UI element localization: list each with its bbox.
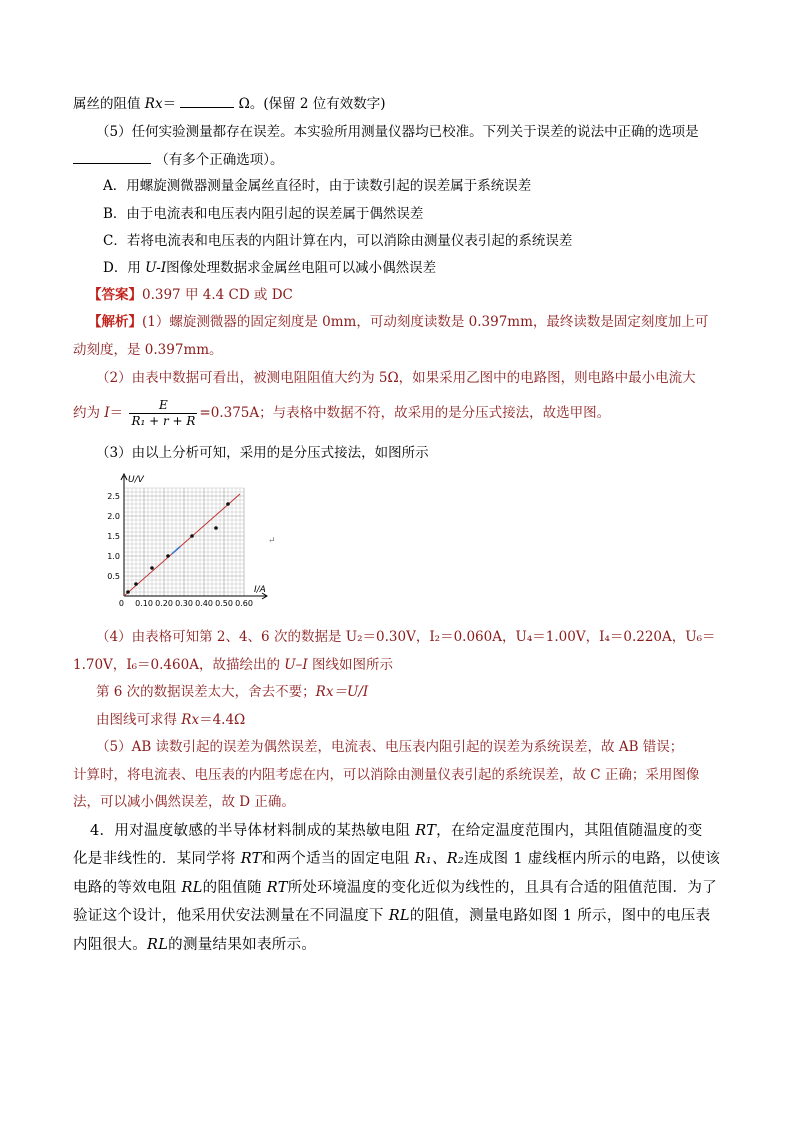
- data-point: [150, 566, 154, 570]
- q4-l5a: 内阻很大。: [73, 937, 147, 953]
- q5-stem-tail: （有多个正确选项）。: [155, 152, 284, 168]
- q4-l3c: 的阻值随: [202, 880, 267, 896]
- q4-rt-2: RT: [240, 851, 262, 867]
- answer-blank-rx[interactable]: [180, 107, 234, 108]
- option-d-var: U-I: [145, 260, 167, 276]
- q4-l2c: 和两个适当的固定电阻: [261, 851, 415, 867]
- q5-option-d: [103, 258, 436, 278]
- y-tick-label: 0.5: [107, 572, 120, 581]
- answer-tag: 【答案】: [88, 287, 142, 303]
- data-point: [190, 534, 194, 538]
- p4-u2: U₂＝0.30V，: [345, 629, 430, 645]
- q5-stem-tail-line: [73, 150, 284, 170]
- p4-intro: （4）由表格可知第 2、4、6 次的数据是: [96, 629, 346, 645]
- y-tick-label: 1.5: [107, 532, 120, 541]
- analysis-p4-line2: [73, 655, 393, 675]
- p4-i4: I₄＝0.220A，: [599, 629, 686, 645]
- fraction-denominator: R₁ + r + R: [131, 414, 196, 428]
- q4-line2: [73, 849, 720, 869]
- q4-rl-2: RL: [388, 908, 410, 924]
- x-tick-label: 0.40: [195, 599, 213, 608]
- data-point: [166, 554, 170, 558]
- return-mark: ↵: [268, 536, 276, 546]
- data-point: [134, 582, 138, 586]
- p4-result-value: ＝4.4Ω: [199, 712, 246, 728]
- data-point: [126, 590, 130, 594]
- q3-tail-prefix: 属丝的阻值: [73, 96, 141, 112]
- answer-blank-q5[interactable]: [73, 163, 151, 164]
- option-d-prefix: D．用: [103, 260, 146, 276]
- y-axis-label: U/V: [128, 475, 144, 485]
- y-tick-label: 1.0: [107, 552, 120, 561]
- data-point: [226, 502, 230, 506]
- q4-l1c: ，在给定温度范围内，其阻值随温度的变: [436, 823, 703, 839]
- analysis-tag: 【解析】: [88, 314, 142, 330]
- option-d-suffix: 图像处理数据求金属丝电阻可以减小偶然误差: [166, 260, 437, 276]
- analysis-p2-line1: （2）由表中数据可看出，被测电阻阻值大约为 5Ω，如果采用乙图中的电路图，则电路中最小电流大: [96, 370, 696, 386]
- q4-l1a: 4．用对温度敏感的半导体材料制成的某热敏电阻: [90, 823, 416, 839]
- p4-i6: I₆＝0.460A，: [126, 657, 213, 673]
- x-tick-label: 0.20: [155, 599, 173, 608]
- p4-u6-value: 1.70V，: [73, 657, 127, 673]
- x-tick-label: 0.30: [175, 599, 193, 608]
- ui-chart: [100, 468, 270, 614]
- q5-stem: （5）任何实验测量都存在误差。本实验所用测量仪器均已校准。下列关于误差的说法中正确的选项是: [96, 124, 699, 140]
- q4-line1: [90, 821, 703, 841]
- analysis-p4-line3: [96, 682, 368, 702]
- q4-r1r2: R₁、R₂: [414, 851, 465, 867]
- current-fraction: [129, 398, 197, 429]
- p4-text-c: 图线如图所示: [307, 657, 394, 673]
- x-tick-label: 0.60: [235, 599, 253, 608]
- q4-l2e: 连成图 1 虚线框内所示的电路，以使该: [464, 851, 721, 867]
- p4-text-b: 故描绘出的: [212, 657, 285, 673]
- q4-l4c: 的阻值，测量电路如图 1 所示，图中的电压表: [409, 908, 711, 924]
- answer-line: [88, 285, 293, 305]
- analysis-p4-line1: [96, 627, 716, 647]
- q5-option-b: B．由于电流表和电压表内阻引起的误差属于偶然误差: [103, 206, 424, 222]
- q4-line5: [73, 935, 316, 955]
- q4-rt-1: RT: [415, 823, 437, 839]
- q4-l3e: 所处环境温度的变化近似为线性的，且具有合适的阻值范围．为了: [287, 880, 717, 896]
- analysis-p5-line1: （5）AB 读数引起的误差为偶然误差，电流表、电压表内阻引起的误差为系统误差，故 AB 错误；: [96, 739, 684, 755]
- analysis-p1-line2: 动刻度，是 0.397mm。: [73, 342, 223, 358]
- x-tick-label: 0.10: [135, 599, 153, 608]
- p2-prefix: 约为: [73, 405, 105, 421]
- q4-rl-1: RL: [181, 880, 203, 896]
- q4-rl-3: RL: [147, 937, 169, 953]
- data-point: [214, 526, 218, 530]
- fraction-numerator: E: [129, 398, 197, 414]
- analysis-p5-line3: 法，可以减小偶然误差，故 D 正确。: [73, 794, 295, 810]
- x-tick-label: 0: [118, 599, 124, 608]
- rx-unit: Ω。(保留 2 位有效数字): [238, 96, 386, 112]
- p4-i2: I₂＝0.060A，: [429, 629, 516, 645]
- p4-result-rx: Rx: [181, 712, 200, 728]
- q3-tail-line: [73, 94, 386, 114]
- p4-formula: Rx＝U/I: [315, 684, 369, 700]
- p4-ui: U–I: [284, 657, 308, 673]
- analysis-p1-line1: [88, 312, 708, 332]
- p4-u6: U₆＝: [685, 629, 716, 645]
- rx-symbol: Rx: [144, 96, 163, 112]
- p2-suffix: =0.375A；与表格中数据不符，故采用的是分压式接法，故选甲图。: [199, 405, 611, 421]
- q4-l5c: 的测量结果如表所示。: [168, 937, 317, 953]
- current-symbol: I: [104, 405, 110, 421]
- analysis-p2-line2: [73, 396, 610, 430]
- q4-rt-3: RT: [266, 880, 288, 896]
- y-tick-label: 2.5: [107, 492, 120, 501]
- analysis-p3: （3）由以上分析可知，采用的是分压式接法，如图所示: [96, 445, 429, 461]
- q4-line3: [73, 878, 717, 898]
- q4-l4a: 验证这个设计，他采用伏安法测量在不同温度下: [73, 908, 389, 924]
- p4-discard: 第 6 次的数据误差太大，舍去不要；: [96, 684, 316, 700]
- answer-text: 0.397 甲 4.4 CD 或 DC: [142, 287, 293, 303]
- q4-l3a: 电路的等效电阻: [73, 880, 182, 896]
- p2-equals: ＝: [109, 405, 124, 421]
- analysis-p4-line4: [96, 710, 245, 730]
- analysis-p5-line2: 计算时，将电流表、电压表的内阻考虑在内，可以消除由测量仪表引起的系统误差，故 C 正确；采用图像: [73, 767, 700, 783]
- q5-option-a: A．用螺旋测微器测量金属丝直径时，由于读数引起的误差属于系统误差: [103, 178, 532, 194]
- q5-option-c: C．若将电流表和电压表的内阻计算在内，可以消除由测量仪表引起的系统误差: [103, 233, 573, 249]
- x-tick-label: 0.50: [215, 599, 233, 608]
- p4-u4: U₄＝1.00V，: [515, 629, 600, 645]
- y-tick-label: 2.0: [107, 512, 120, 521]
- q4-l2a: 化是非线性的．某同学将: [73, 851, 241, 867]
- fit-line: [124, 494, 240, 596]
- analysis-p1-text: (1）螺旋测微器的固定刻度是 0mm，可动刻度读数是 0.397mm，最终读数是固定刻度加上可: [142, 314, 709, 330]
- x-axis-label: I/A: [254, 585, 266, 595]
- p4-result-a: 由图线可求得: [96, 712, 182, 728]
- equals-sign: ＝: [162, 96, 177, 112]
- q4-line4: [73, 906, 710, 926]
